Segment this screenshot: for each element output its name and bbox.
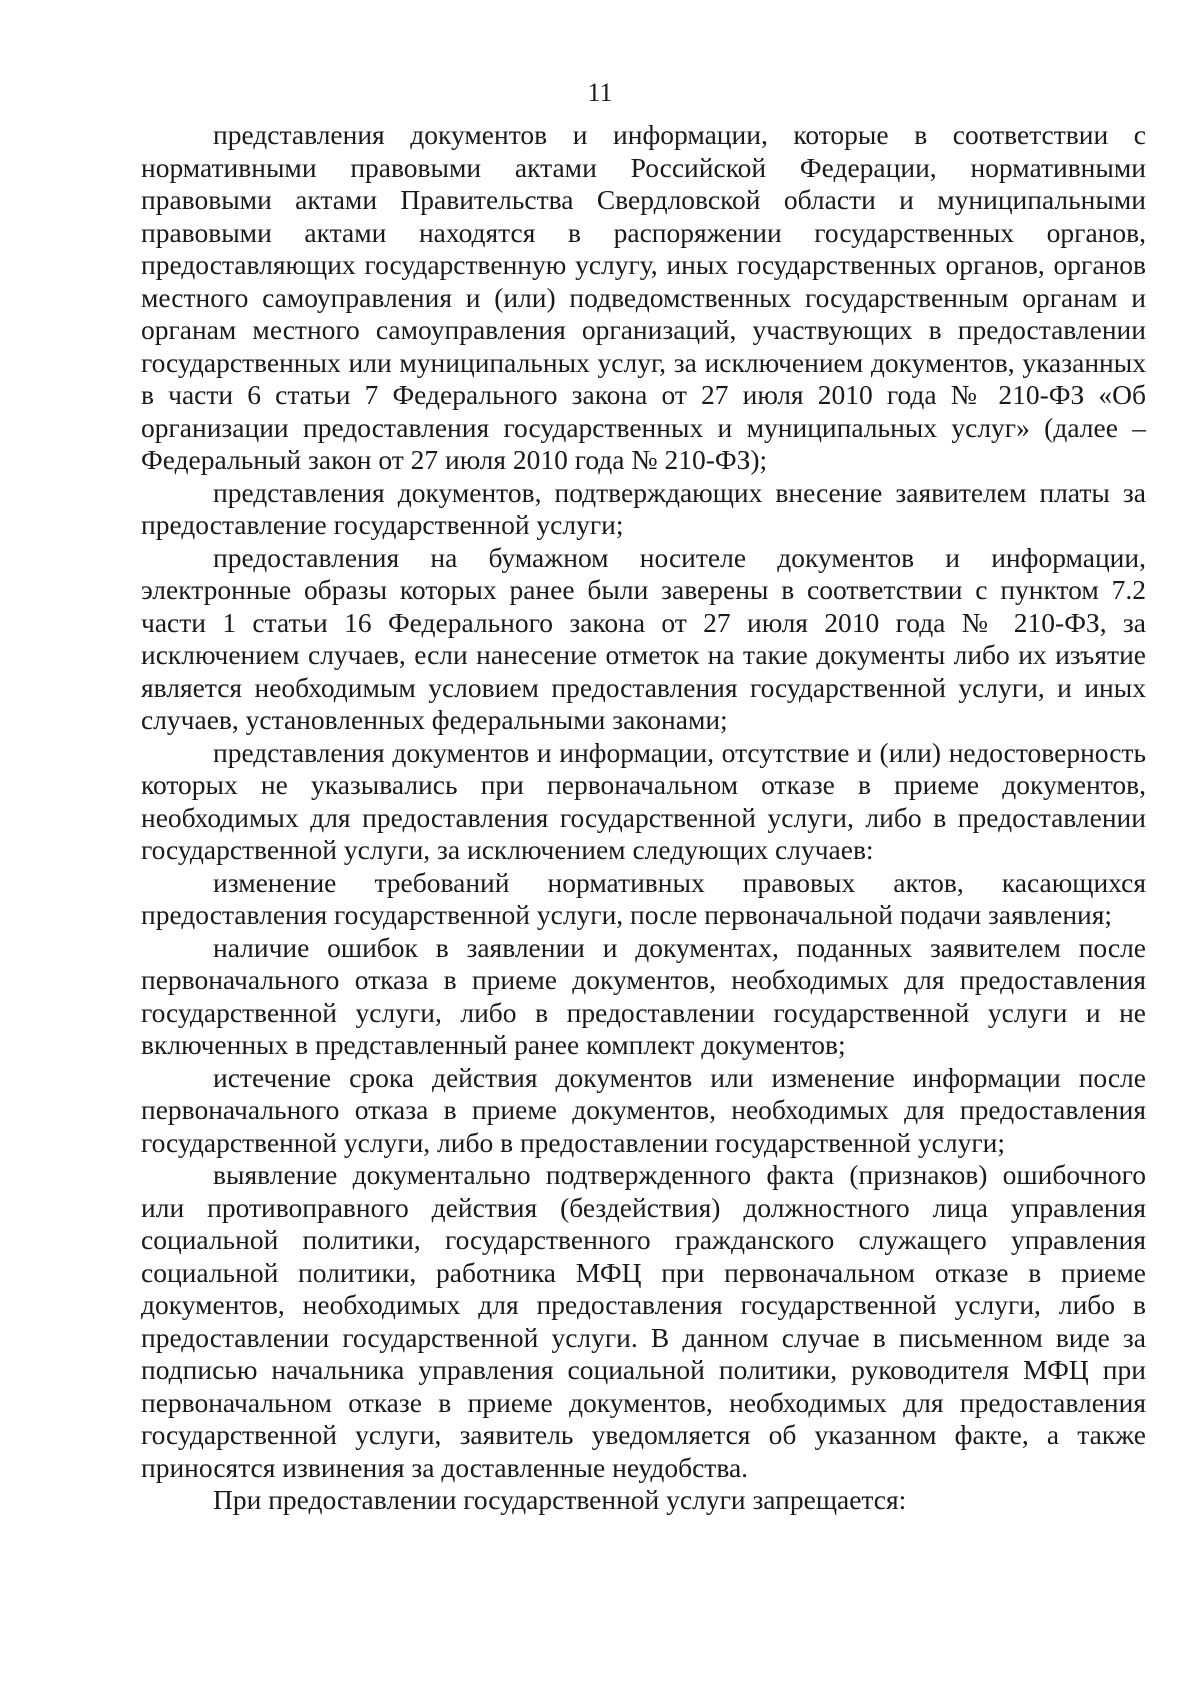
paragraph-erroneous-action: выявление документально подтвержденного факта (признаков) ошибочного или противоправного действия (бездействия) должностного лица управления социальной политики, государственного гражданского служащего управления социальной политики, работника МФЦ при первоначальном отказе в приеме документов, необходимых для предоставления государственной услуги, либо в предоставлении государственной услуги. В данном случае в письменном виде за подписью начальника управления социальной политики, руководителя МФЦ при первоначальном отказе в приеме документов, необходимых для предоставления государственной услуги, заявитель уведомляется об указанном факте, а также приносятся извинения за доставленные неудобства. xyxy=(141,1159,1146,1483)
paragraph-missing-documents: представления документов и информации, отсутствие и (или) недостоверность которых не указывались при первоначальном отказе в приеме документов, необходимых для предоставления государственной услуги, либо в предоставлении государственной услуги, за исключением следующих случаев: xyxy=(141,736,1146,865)
paragraph-document-expiry: истечение срока действия документов или изменение информации после первоначального отказа в приеме документов, необходимых для предоставления государственной услуги, либо в предоставлении государственной услуги; xyxy=(141,1061,1146,1158)
paragraph-errors-in-application: наличие ошибок в заявлении и документах, поданных заявителем после первоначального отказа в приеме документов, необходимых для предоставления государственной услуги, либо в предоставлении государственной услуги и не включенных в представленный ранее комплект документов; xyxy=(141,931,1146,1060)
paragraph-prohibitions-heading: При предоставлении государственной услуги запрещается: xyxy=(213,1484,907,1515)
paragraph-payment-proof: представления документов, подтверждающих внесение заявителем платы за предоставление государственной услуги; xyxy=(141,476,1146,540)
paragraph-paper-documents: предоставления на бумажном носителе документов и информации, электронные образы которых ранее были заверены в соответствии с пунктом 7.2 части 1 статьи 16 Федерального закона от 27 июля 2010 года № 210-ФЗ, за исключением случаев, если нанесение отметок на такие документы либо их изъятие является необходимым условием предоставления государственной услуги, и иных случаев, установленных федеральными законами; xyxy=(141,541,1146,735)
paragraph-documents-in-possession: представления документов и информации, которые в соответствии с нормативными правовыми актами Российской Федерации, нормативными правовыми актами Правительства Свердловской области и муниципальными правовыми актами находятся в распоряжении государственных органов, предоставляющих государственную услугу, иных государственных органов, органов местного самоуправления и (или) подведомственных государственным органам и органам местного самоуправления организаций, участвующих в предоставлении государственных или муниципальных услуг, за исключением документов, указанных в части 6 статьи 7 Федерального закона от 27 июля 2010 года № 210-ФЗ «Об организации предоставления государственных и муниципальных услуг» (далее – Федеральный закон от 27 июля 2010 года № 210-ФЗ); xyxy=(141,119,1146,475)
paragraph-requirements-change: изменение требований нормативных правовых актов, касающихся предоставления государственной услуги, после первоначальной подачи заявления; xyxy=(141,866,1146,930)
document-body xyxy=(141,119,1146,1517)
page-number: 11 xyxy=(587,78,613,107)
